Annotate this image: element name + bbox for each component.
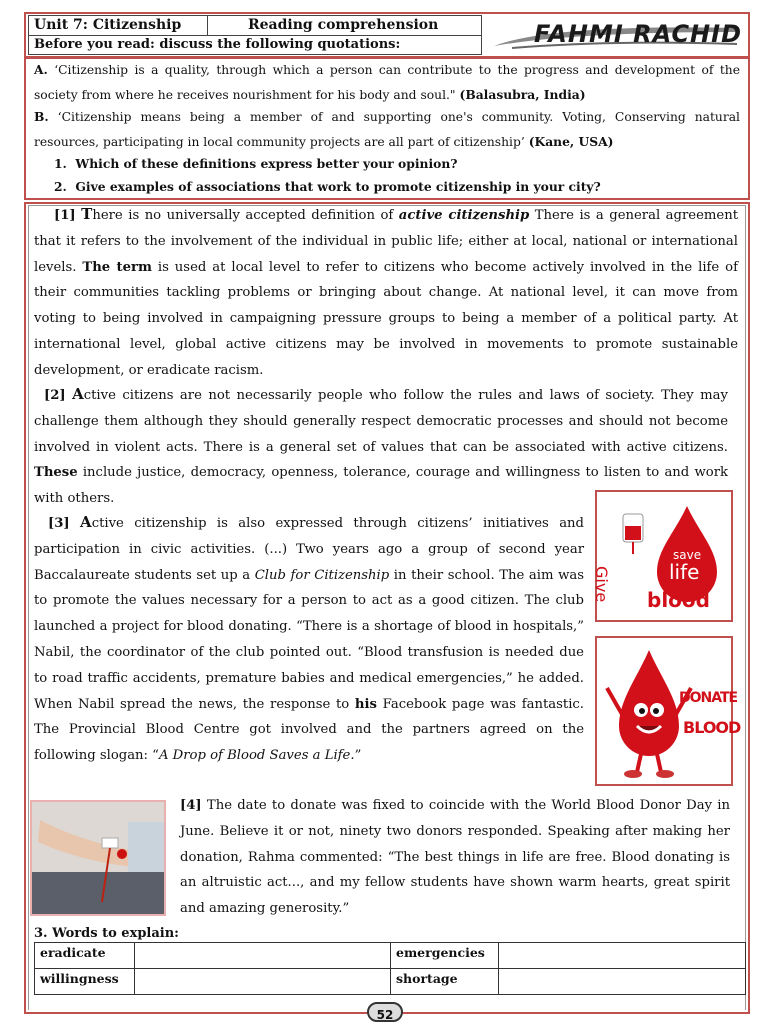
words-table [34,942,746,995]
give-blood-save: save [673,548,702,562]
word-cell: shortage [391,969,499,995]
paragraph-3-text-1: ctive citizenship is also expressed through citizens’ initiatives and participation in civic activities. (...) Two years ago a group of second year Baccalaureate students set up a [34,516,584,583]
answer-cell[interactable] [499,943,746,969]
paragraph-1-text-2: There is a general agreement that it refers to the involvement of the individual in public life; either at local, national or international levels. [34,208,738,275]
word-cell: willingness [35,969,135,995]
paragraph-4 [180,793,730,922]
quote-a-source: (Balasubra, India) [459,86,586,102]
question-1-text: Which of these definitions express better your opinion? [75,156,458,171]
paragraph-3-text-4: ” [354,748,362,764]
paragraph-2-text-1: ctive citizens are not necessarily people who follow the rules and laws of society. They may challenge them although they should generally respect democratic processes and should not become involved in violent acts. There is a general set of values that can be associated with active citizens. [34,388,728,455]
blood-drop-mascot-icon [597,638,731,784]
word-cell: eradicate [35,943,135,969]
paragraph-4-text: The date to donate was fixed to coincide with the World Blood Donor Day in June. Believe it or not, ninety two donors responded. Speaking after making her donation, Rahma commented: “The best things in life are free. Blood donating is an altruistic act..., and my fellow students have shown warm hearts, great spirit and amazing generosity.” [180,798,730,917]
paragraph-2-bold: These [34,465,78,481]
author-logo [492,18,742,54]
paragraph-3-club: Club for Citizenship [254,567,390,583]
paragraph-3-number: [3] [48,516,70,531]
unit-title: Unit 7: Citizenship [34,17,182,33]
paragraph-1-number: [1] [54,208,76,223]
paragraph-2-text-2: include justice, democracy, openness, tolerance, courage and willingness to listen to and work with others. [34,465,728,507]
give-blood-image [592,490,733,622]
paragraph-3-bold: his [354,696,377,712]
paragraph-4-number: [4] [180,798,202,813]
donate-blood-image [595,636,741,786]
quote-b-letter: B. [34,109,49,124]
question-1 [54,152,734,176]
quote-b-source: (Kane, USA) [528,133,614,149]
page-number: 52 [376,1008,394,1022]
paragraph-1 [34,202,738,384]
donate-blood-donate: DONATE [679,690,738,706]
question-1-num: 1. [54,156,67,171]
paragraph-1-bold: The term [82,259,152,275]
words-to-explain-title: 3. Words to explain: [34,926,179,941]
section-title: Reading comprehension [248,17,439,33]
table-row [35,943,746,969]
question-2-text: Give examples of associations that work to promote citizenship in your city? [75,179,601,194]
give-blood-blood: blood [647,588,710,612]
donate-blood-blood: BLOOD [683,718,741,737]
answer-cell[interactable] [135,943,391,969]
quote-a-text: ‘Citizenship is a quality, through which a person can contribute to the progress and development of the society from where he receives nourishment for his body and soul." [34,63,740,102]
paragraph-3-slogan: A Drop of Blood Saves a Life. [158,748,355,764]
paragraph-1-text-1: here is no universally accepted definition of [92,208,399,223]
paragraph-1-dropcap: T [81,205,93,223]
quote-b-text: ‘Citizenship means being a member of and supporting one's community. Voting, Conserving natural resources, participating in local community projects are all part of citizenship’ [34,110,740,149]
quote-b [34,105,740,154]
question-2 [54,175,744,199]
logo-text: FAHMI RACHID [534,20,742,48]
answer-cell[interactable] [499,969,746,995]
paragraph-3-text-2: in their school. The aim was to promote the values necessary for a person to act as a good citizen. The club launched a project for blood donating. “There is a shortage of blood in hospitals,” Nabil, the coordinator of the club pointed out. “Blood transfusion is needed due to road traffic accidents, premature babies and medical emergencies,” he added. When Nabil spread the news, the response to [34,567,584,712]
page-number-badge [367,1002,403,1022]
paragraph-3-text-3: Facebook page was fantastic. The Provincial Blood Centre got involved and the partners agreed on the following slogan: “ [34,696,584,764]
question-2-num: 2. [54,179,67,194]
blood-donation-photo-icon [32,802,164,914]
paragraph-1-text-3: is used at local level to refer to citizens who become actively involved in the life of their communities tackling problems or bringing about change. At national level, it can move from voting to being involved in campaigning pressure groups to being a member of a political party. At international level, global active citizens may be involved in movements to promote sustainable development, or eradicate racism. [34,259,738,378]
paragraph-3-dropcap: A [80,513,92,531]
header-mid-divider [207,15,208,35]
paragraph-3 [34,510,584,769]
give-blood-life: life [669,560,700,584]
header-divider [28,35,482,36]
quote-a-letter: A. [34,62,48,77]
before-you-read: Before you read: discuss the following quotations: [34,37,401,52]
give-blood-give: Give [592,566,611,603]
answer-cell[interactable] [135,969,391,995]
donor-photo [30,800,166,916]
quote-a [34,58,740,107]
paragraph-1-term: active citizenship [398,208,530,223]
paragraph-2-dropcap: A [72,385,84,403]
paragraph-2-number: [2] [44,388,66,403]
table-row [35,969,746,995]
word-cell: emergencies [391,943,499,969]
